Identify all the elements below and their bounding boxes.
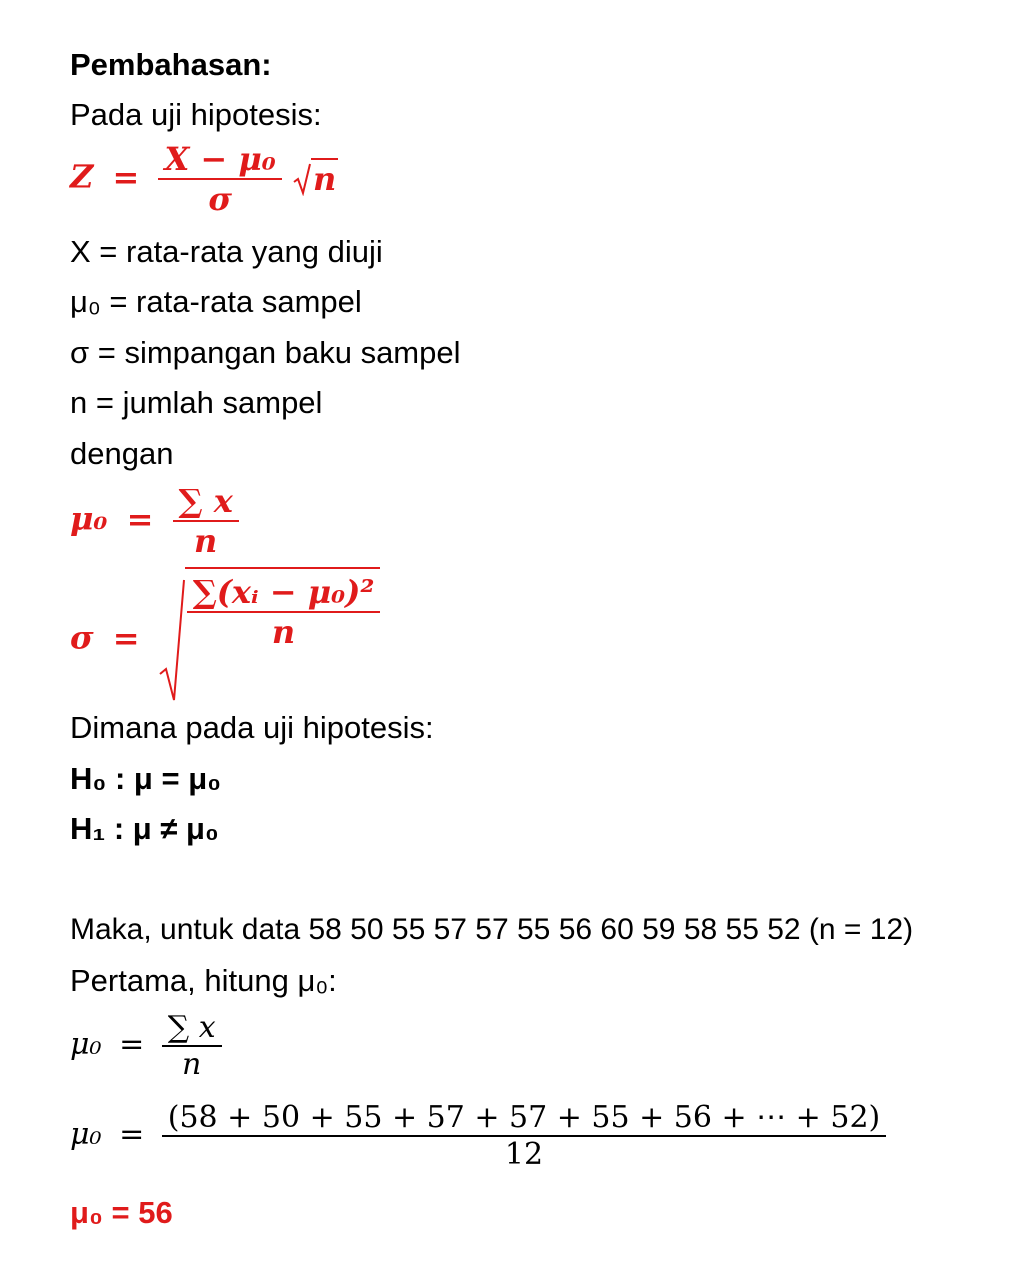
where-text: Dimana pada uji hipotesis: — [70, 710, 434, 745]
intro-text: Pada uji hipotesis: — [70, 97, 322, 132]
calc-mu-formula: μ₀ = $\frac{\sum x}{n}$ — [70, 1010, 222, 1082]
calc-mu-sum: μ₀ = $\frac{(58 + 50 + 55 + 57 + 57 + 55 + 56 + \cdots + 52)}{12}$ — [70, 1100, 886, 1172]
definition-mu: μ₀ = rata-rata sampel — [70, 284, 362, 319]
calc-mu-sum-lhs: μ₀ — [70, 1117, 102, 1152]
result-mu: μ₀ = 56 — [70, 1195, 173, 1230]
calc-mu-lhs: μ₀ — [70, 1027, 102, 1062]
definition-x: X = rata-rata yang diuji — [70, 234, 383, 269]
data-line: Maka, untuk data 58 50 55 57 57 55 56 60 59 58 55 52 (n = 12) — [70, 913, 914, 946]
formula-sigma-lhs: σ — [70, 618, 94, 657]
sqrt-symbol-icon — [293, 162, 311, 196]
formula-mu-numerator: ∑ x — [178, 482, 233, 520]
calc-mu-denominator: n — [182, 1047, 202, 1082]
formula-mu: μ₀ = $\frac{\sum x}{n}$ — [70, 482, 239, 560]
formula-z-lhs: Z — [70, 157, 94, 196]
hypothesis-h0: H₀ : μ = μ₀ — [70, 761, 222, 796]
with-word: dengan — [70, 436, 174, 471]
sqrt-large-symbol-icon — [159, 578, 185, 702]
calc-mu-numerator: ∑ x — [167, 1010, 216, 1045]
sqrt-n — [293, 160, 338, 198]
formula-mu-lhs: μ₀ — [70, 499, 108, 538]
first-step-text: Pertama, hitung μ₀: — [70, 963, 337, 998]
calc-mu-sum-numerator: (58 + 50 + 55 + 57 + 57 + 55 + 56 + ⋯ + 52) — [167, 1100, 881, 1135]
formula-sigma: σ = $\frac{\text{∑(xᵢ − μ₀)²}}{n}$ — [70, 578, 380, 702]
calc-mu-sum-denominator: 12 — [504, 1137, 544, 1172]
definition-n: n = jumlah sampel — [70, 385, 323, 420]
definition-sigma: σ = simpangan baku sampel — [70, 335, 461, 370]
page-heading: Pembahasan: — [70, 47, 272, 82]
sqrt-sigma — [159, 573, 381, 702]
formula-z-denominator: σ — [208, 180, 232, 218]
formula-sigma-denominator: n — [271, 613, 296, 651]
formula-z-numerator: X − μ₀ — [164, 140, 276, 178]
sqrt-radicand: n — [312, 160, 337, 198]
formula-sigma-numerator: ∑(xᵢ − μ₀)² — [192, 573, 375, 611]
hypothesis-h1: H₁ : μ ≠ μ₀ — [70, 811, 219, 846]
formula-z: Z = $\frac{\text{X − μ₀}}{\sigma}$ n — [70, 140, 337, 218]
formula-mu-denominator: n — [194, 522, 218, 560]
